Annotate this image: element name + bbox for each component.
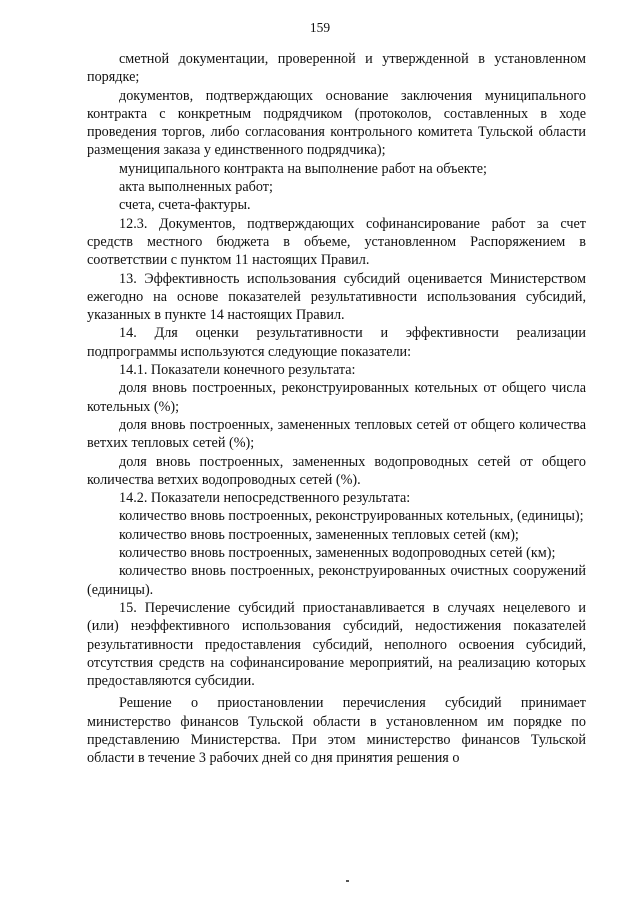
paragraph: документов, подтверждающих основание заключения муниципального контракта с конкретным подрядчиком (протоколов, составленных в ходе проведения торгов, либо согласования контрольного комитета Тульской области размещения заказа у единственного подрядчика); — [87, 87, 586, 159]
paragraph: 14.1. Показатели конечного результата: — [119, 362, 356, 379]
paragraph: Решение о приостановлении перечисления субсидий принимает министерство финансов Тульской области в установленном им порядке по представлению Министерства. При этом министерство финансов Тульской области в течение 3 рабочих дней со дня принятия решения о — [87, 695, 586, 767]
paragraph: муниципального контракта на выполнение работ на объекте; — [119, 160, 487, 177]
paragraph: 14. Для оценки результативности и эффективности реализации подпрограммы используются следующие показатели: — [87, 325, 586, 360]
paragraph: 15. Перечисление субсидий приостанавливается в случаях нецелевого и (или) неэффективного использования субсидий, недостижения показателей результативности предоставления субсидий, неполного освоения субсидий, отсутствия средств на софинансирование мероприятий, на реализацию которых предоставляются субсидии. — [87, 599, 586, 690]
document-body — [87, 50, 586, 768]
paragraph: 12.3. Документов, подтверждающих софинансирование работ за счет средств местного бюджета в объеме, установленном Распоряжением в соответствии с пунктом 11 настоящих Правил. — [87, 215, 586, 269]
paragraph: количество вновь построенных, замененных водопроводных сетей (км); — [119, 545, 556, 562]
paragraph: количество вновь построенных, реконструированных очистных сооружений (единицы). — [87, 563, 586, 598]
paragraph: 14.2. Показатели непосредственного результата: — [119, 490, 411, 507]
paragraph: счета, счета-фактуры. — [119, 197, 251, 214]
paragraph: акта выполненных работ; — [119, 179, 273, 196]
paragraph: количество вновь построенных, замененных тепловых сетей (км); — [119, 526, 519, 543]
paragraph: количество вновь построенных, реконструированных котельных, (единицы); — [119, 508, 584, 525]
paragraph: доля вновь построенных, реконструированных котельных от общего числа котельных (%); — [87, 380, 586, 415]
scan-speck — [346, 880, 349, 882]
paragraph: 13. Эффективность использования субсидий оценивается Министерством ежегодно на основе показателей результативности использования субсидий, указанных в пункте 14 настоящих Правил. — [87, 270, 586, 324]
paragraph: доля вновь построенных, замененных тепловых сетей от общего количества ветхих тепловых сетей (%); — [87, 416, 586, 452]
paragraph: порядке; — [87, 69, 140, 86]
paragraph: доля вновь построенных, замененных водопроводных сетей от общего количества ветхих водопроводных сетей (%). — [87, 453, 586, 488]
page-number: 159 — [309, 20, 331, 35]
paragraph: сметной документации, проверенной и утвержденной в установленном — [119, 51, 586, 67]
